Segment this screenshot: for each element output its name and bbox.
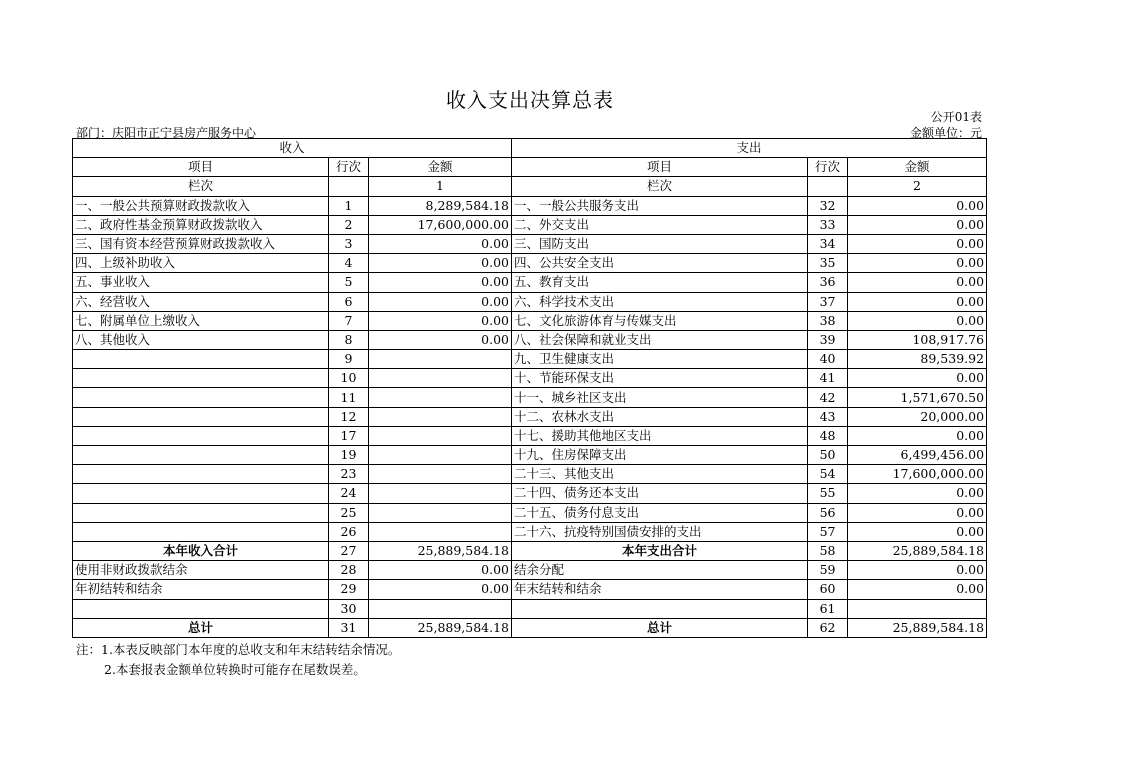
expense-amount: 0.00 [848, 273, 987, 292]
income-line-no: 2 [329, 215, 369, 234]
income-amount [369, 465, 512, 484]
expense-amount: 1,571,670.50 [848, 388, 987, 407]
income-amount [369, 484, 512, 503]
table-row [73, 388, 987, 407]
income-item [73, 465, 329, 484]
expense-item: 四、公共安全支出 [512, 254, 808, 273]
expense-item: 十七、援助其他地区支出 [512, 426, 808, 445]
income-item [73, 599, 329, 618]
expense-item: 总计 [512, 618, 808, 637]
expense-item: 十、节能环保支出 [512, 369, 808, 388]
income-amount: 0.00 [369, 292, 512, 311]
income-line-no: 28 [329, 561, 369, 580]
income-column-number: 1 [369, 177, 512, 196]
expense-amount: 0.00 [848, 311, 987, 330]
income-amount: 0.00 [369, 561, 512, 580]
income-section-header: 收入 [73, 139, 512, 158]
expense-amount: 0.00 [848, 426, 987, 445]
expense-amount-header: 金额 [848, 158, 987, 177]
income-item [73, 484, 329, 503]
income-item [73, 503, 329, 522]
expense-section-header: 支出 [512, 139, 987, 158]
expense-item-header: 项目 [512, 158, 808, 177]
expense-amount: 0.00 [848, 580, 987, 599]
expense-line-no: 57 [808, 522, 848, 541]
expense-item: 二十三、其他支出 [512, 465, 808, 484]
expense-line-no: 42 [808, 388, 848, 407]
expense-line-no: 37 [808, 292, 848, 311]
income-amount: 17,600,000.00 [369, 215, 512, 234]
table-row [73, 196, 987, 215]
income-line-no: 17 [329, 426, 369, 445]
expense-item: 年末结转和结余 [512, 580, 808, 599]
income-line-no: 11 [329, 388, 369, 407]
income-item: 本年收入合计 [73, 541, 329, 560]
table-row [73, 503, 987, 522]
expense-amount: 0.00 [848, 522, 987, 541]
income-item: 四、上级补助收入 [73, 254, 329, 273]
income-item: 使用非财政拨款结余 [73, 561, 329, 580]
expense-line-no: 50 [808, 446, 848, 465]
income-line-no: 19 [329, 446, 369, 465]
expense-amount: 0.00 [848, 215, 987, 234]
income-item: 总计 [73, 618, 329, 637]
expense-line-header: 行次 [808, 158, 848, 177]
income-line-no: 4 [329, 254, 369, 273]
income-amount [369, 503, 512, 522]
income-line-no: 10 [329, 369, 369, 388]
income-line-no: 31 [329, 618, 369, 637]
income-line-no: 8 [329, 330, 369, 349]
expense-item: 本年支出合计 [512, 541, 808, 560]
expense-item: 十一、城乡社区支出 [512, 388, 808, 407]
income-amount: 0.00 [369, 273, 512, 292]
income-item [73, 407, 329, 426]
expense-amount: 0.00 [848, 484, 987, 503]
table-row [73, 311, 987, 330]
income-line-no: 3 [329, 234, 369, 253]
income-item: 五、事业收入 [73, 273, 329, 292]
income-item [73, 369, 329, 388]
income-line-header: 行次 [329, 158, 369, 177]
income-item [73, 350, 329, 369]
income-amount: 0.00 [369, 234, 512, 253]
expense-item [512, 599, 808, 618]
table-row [73, 599, 987, 618]
income-item-header: 项目 [73, 158, 329, 177]
income-item: 七、附属单位上缴收入 [73, 311, 329, 330]
expense-line-no: 34 [808, 234, 848, 253]
expense-line-no: 61 [808, 599, 848, 618]
income-line-no: 26 [329, 522, 369, 541]
income-line-no: 24 [329, 484, 369, 503]
income-item: 八、其他收入 [73, 330, 329, 349]
income-lanci-label: 栏次 [73, 177, 329, 196]
table-row [73, 465, 987, 484]
income-amount: 8,289,584.18 [369, 196, 512, 215]
column-number-row [73, 177, 987, 196]
expense-lanci-label: 栏次 [512, 177, 808, 196]
expense-amount: 17,600,000.00 [848, 465, 987, 484]
income-amount [369, 426, 512, 445]
expense-line-no: 38 [808, 311, 848, 330]
income-line-no: 23 [329, 465, 369, 484]
expense-item: 二十五、债务付息支出 [512, 503, 808, 522]
income-item [73, 522, 329, 541]
income-amount [369, 407, 512, 426]
income-line-no: 7 [329, 311, 369, 330]
expense-amount: 0.00 [848, 292, 987, 311]
grand-total-row [73, 618, 987, 637]
income-lanci-empty [329, 177, 369, 196]
income-amount [369, 369, 512, 388]
expense-item: 九、卫生健康支出 [512, 350, 808, 369]
expense-item: 二、外交支出 [512, 215, 808, 234]
income-amount [369, 388, 512, 407]
expense-item: 六、科学技术支出 [512, 292, 808, 311]
expense-line-no: 43 [808, 407, 848, 426]
income-line-no: 27 [329, 541, 369, 560]
expense-amount: 108,917.76 [848, 330, 987, 349]
table-row [73, 407, 987, 426]
expense-amount: 0.00 [848, 196, 987, 215]
income-item [73, 426, 329, 445]
expense-amount: 0.00 [848, 254, 987, 273]
income-item: 年初结转和结余 [73, 580, 329, 599]
expense-amount: 25,889,584.18 [848, 618, 987, 637]
form-number: 公开01表 [930, 110, 982, 124]
expense-item: 十二、农林水支出 [512, 407, 808, 426]
income-item: 一、一般公共预算财政拨款收入 [73, 196, 329, 215]
expense-line-no: 58 [808, 541, 848, 560]
expense-amount: 0.00 [848, 234, 987, 253]
table-row [73, 426, 987, 445]
expense-item: 八、社会保障和就业支出 [512, 330, 808, 349]
income-amount: 25,889,584.18 [369, 541, 512, 560]
table-row [73, 234, 987, 253]
table-row [73, 292, 987, 311]
page-title: 收入支出决算总表 [446, 88, 614, 112]
expense-amount: 0.00 [848, 561, 987, 580]
income-line-no: 6 [329, 292, 369, 311]
income-amount: 0.00 [369, 330, 512, 349]
expense-amount: 89,539.92 [848, 350, 987, 369]
expense-line-no: 35 [808, 254, 848, 273]
expense-line-no: 55 [808, 484, 848, 503]
income-amount: 0.00 [369, 254, 512, 273]
column-header-row [73, 158, 987, 177]
expense-line-no: 56 [808, 503, 848, 522]
income-item [73, 388, 329, 407]
expense-item: 结余分配 [512, 561, 808, 580]
income-amount: 25,889,584.18 [369, 618, 512, 637]
table-row [73, 369, 987, 388]
income-line-no: 5 [329, 273, 369, 292]
expense-item: 二十四、债务还本支出 [512, 484, 808, 503]
income-amount [369, 522, 512, 541]
expense-amount: 0.00 [848, 503, 987, 522]
expense-amount: 20,000.00 [848, 407, 987, 426]
expense-line-no: 59 [808, 561, 848, 580]
income-amount: 0.00 [369, 580, 512, 599]
income-line-no: 9 [329, 350, 369, 369]
income-item [73, 446, 329, 465]
expense-line-no: 54 [808, 465, 848, 484]
income-item: 二、政府性基金预算财政拨款收入 [73, 215, 329, 234]
expense-line-no: 48 [808, 426, 848, 445]
expense-item: 二十六、抗疫特别国债安排的支出 [512, 522, 808, 541]
table-row [73, 446, 987, 465]
section-header-row [73, 139, 987, 158]
expense-lanci-empty [808, 177, 848, 196]
note-1: 注：1.本表反映部门本年度的总收支和年末结转结余情况。 [76, 642, 401, 657]
income-item: 六、经营收入 [73, 292, 329, 311]
income-amount: 0.00 [369, 311, 512, 330]
table-row [73, 254, 987, 273]
expense-column-number: 2 [848, 177, 987, 196]
expense-item: 一、一般公共服务支出 [512, 196, 808, 215]
table-row [73, 215, 987, 234]
table-row [73, 330, 987, 349]
income-amount-header: 金额 [369, 158, 512, 177]
income-expense-table [72, 138, 987, 638]
expense-line-no: 33 [808, 215, 848, 234]
expense-line-no: 62 [808, 618, 848, 637]
expense-item: 十九、住房保障支出 [512, 446, 808, 465]
expense-line-no: 41 [808, 369, 848, 388]
note-2: 2.本套报表金额单位转换时可能存在尾数误差。 [104, 662, 366, 677]
department-label: 部门：庆阳市正宁县房产服务中心 [76, 126, 257, 140]
table-row [73, 350, 987, 369]
expense-line-no: 36 [808, 273, 848, 292]
table-row [73, 522, 987, 541]
income-amount [369, 446, 512, 465]
expense-amount: 0.00 [848, 369, 987, 388]
income-item: 三、国有资本经营预算财政拨款收入 [73, 234, 329, 253]
table-row [73, 580, 987, 599]
expense-item: 五、教育支出 [512, 273, 808, 292]
income-line-no: 29 [329, 580, 369, 599]
table-row [73, 273, 987, 292]
table-row [73, 561, 987, 580]
expense-line-no: 39 [808, 330, 848, 349]
income-line-no: 1 [329, 196, 369, 215]
income-line-no: 30 [329, 599, 369, 618]
expense-amount: 25,889,584.18 [848, 541, 987, 560]
expense-item: 三、国防支出 [512, 234, 808, 253]
expense-item: 七、文化旅游体育与传媒支出 [512, 311, 808, 330]
expense-line-no: 32 [808, 196, 848, 215]
income-line-no: 12 [329, 407, 369, 426]
income-amount [369, 599, 512, 618]
notes [76, 640, 400, 680]
table-row [73, 484, 987, 503]
expense-amount [848, 599, 987, 618]
income-amount [369, 350, 512, 369]
year-total-row [73, 541, 987, 560]
expense-amount: 6,499,456.00 [848, 446, 987, 465]
expense-line-no: 40 [808, 350, 848, 369]
income-line-no: 25 [329, 503, 369, 522]
amount-unit-label: 金额单位：元 [909, 126, 982, 140]
expense-line-no: 60 [808, 580, 848, 599]
